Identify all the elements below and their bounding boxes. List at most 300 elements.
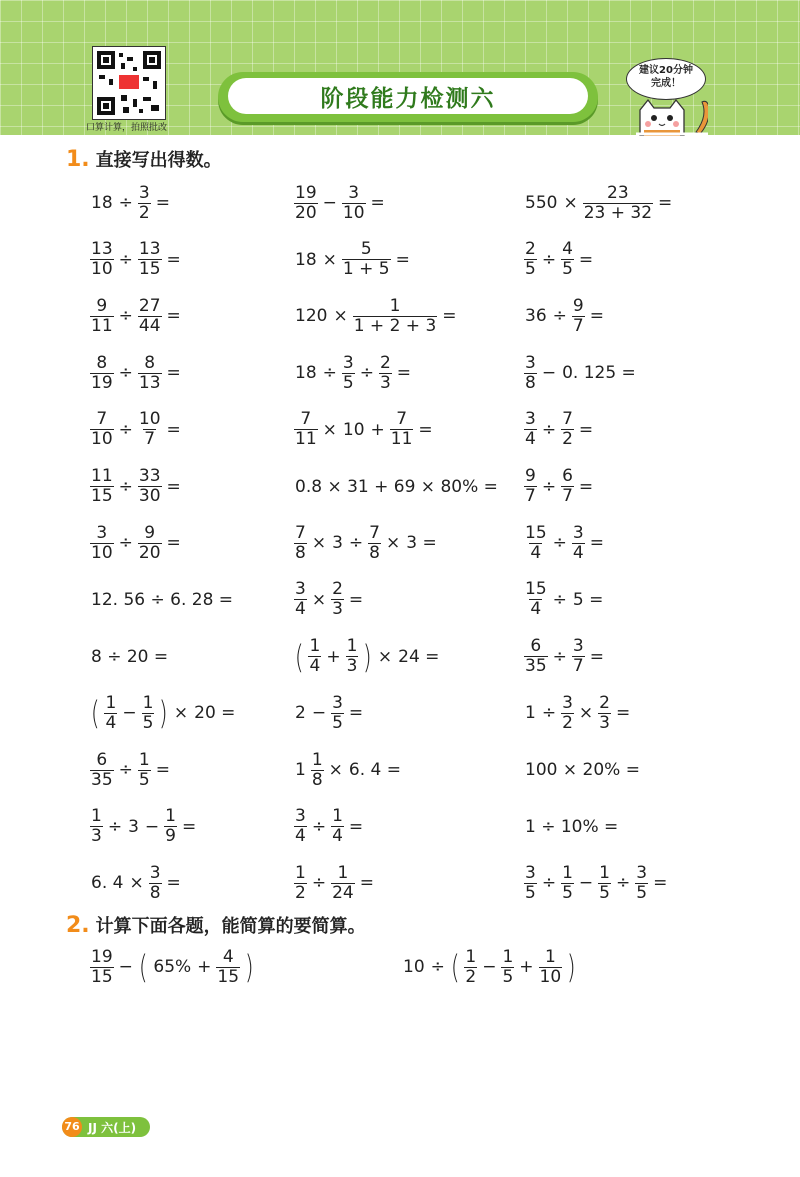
expression-text: = (166, 873, 181, 894)
parenthesis: ) (567, 948, 576, 986)
denominator: 2 (562, 712, 573, 733)
operator: ÷ (118, 193, 133, 213)
denominator: 4 (572, 542, 584, 563)
fraction (294, 410, 318, 449)
operator: ÷ (541, 249, 557, 270)
numerator: 1 (142, 692, 154, 713)
problem (88, 632, 171, 682)
numerator: 1 (346, 636, 358, 657)
denominator: 7 (144, 429, 156, 450)
numerator: 6 (96, 749, 108, 770)
fraction (216, 948, 240, 987)
operator: × (311, 589, 327, 610)
expression-text: = (589, 533, 604, 554)
operator: + (519, 957, 534, 977)
title-banner (218, 72, 598, 122)
parenthesis: ) (159, 694, 169, 733)
parenthesis: ( (90, 694, 100, 733)
numerator: 1 (105, 692, 117, 713)
fraction (331, 807, 344, 846)
fraction (346, 637, 359, 676)
problem (522, 405, 596, 455)
numerator: 3 (348, 182, 360, 203)
numerator: 1 (138, 749, 150, 770)
numerator: 1 (389, 295, 401, 316)
denominator: 15 (217, 966, 240, 987)
problem (292, 518, 440, 568)
denominator: 8 (295, 542, 306, 563)
numerator: 7 (369, 522, 380, 543)
expression-text: 3 (128, 816, 139, 837)
bubble-text-line2: 完成！ (651, 78, 681, 89)
expression-text: 36 (525, 306, 547, 327)
fraction (379, 354, 392, 393)
fraction (464, 948, 477, 987)
problem (292, 632, 442, 682)
operator: − (311, 703, 327, 724)
fraction (90, 354, 114, 393)
expression-text: = (359, 873, 374, 894)
numerator: 3 (562, 692, 573, 713)
denominator: 24 (332, 882, 354, 903)
expression-text: 5 = (572, 589, 604, 610)
numerator: 13 (138, 239, 161, 260)
expression-text: 10 (403, 957, 425, 977)
denominator: 10 (91, 259, 113, 280)
denominator: 19 (91, 372, 113, 393)
numerator: 9 (96, 295, 108, 316)
denominator: 15 (138, 259, 161, 280)
fraction (149, 864, 162, 903)
qr-caption: 口算计算，拍照批改 (86, 123, 168, 133)
numerator: 7 (295, 522, 306, 543)
expression-text: 0. 125 = (562, 363, 636, 384)
expression-text: 18 (91, 193, 113, 213)
fraction (294, 524, 307, 563)
expression-text: = (166, 476, 181, 497)
numerator: 15 (525, 579, 547, 600)
problem (522, 688, 633, 738)
expression-text: 20 = (194, 703, 236, 724)
operator: ÷ (552, 646, 567, 667)
operator: ÷ (348, 533, 364, 554)
expression-text: 24 = (398, 646, 440, 667)
fraction (342, 354, 355, 393)
operator: + (370, 419, 385, 440)
fraction (138, 240, 162, 279)
denominator: 7 (562, 486, 573, 506)
fraction (138, 410, 162, 449)
denominator: 5 (332, 712, 343, 733)
expression-text: 3 (332, 533, 343, 554)
problem (522, 858, 670, 908)
fraction (342, 184, 366, 223)
numerator: 9 (525, 466, 536, 486)
problem (292, 291, 460, 341)
expression-text: = (166, 419, 181, 440)
operator: ÷ (615, 873, 631, 894)
problem (88, 802, 199, 852)
denominator: 30 (138, 486, 161, 506)
denominator: 7 (525, 486, 536, 506)
page-header (0, 0, 800, 135)
numerator: 1 (544, 946, 556, 967)
page-title: 阶段能力检测六 (320, 85, 496, 112)
fraction (294, 864, 307, 903)
numerator: 3 (138, 182, 150, 203)
numerator: 1 (311, 749, 323, 770)
denominator: 3 (91, 826, 102, 847)
problem (292, 462, 501, 512)
problem (88, 462, 184, 512)
problem (522, 235, 596, 285)
problem (88, 688, 238, 738)
operator: ÷ (311, 873, 327, 894)
problem (292, 348, 414, 398)
expression-text: = (166, 249, 181, 270)
numerator: 15 (525, 522, 547, 543)
operator: × (322, 419, 337, 440)
fraction (572, 297, 585, 336)
qr-code[interactable] (92, 46, 166, 120)
numerator: 3 (149, 862, 161, 883)
fraction (331, 694, 344, 733)
expression-text: = (181, 816, 197, 837)
numerator: 4 (222, 946, 234, 967)
problem (522, 462, 596, 512)
problem (292, 688, 366, 738)
expression-text: = (578, 476, 594, 497)
expression-text: = (348, 703, 364, 724)
denominator: 5 (599, 882, 610, 903)
numerator: 2 (599, 692, 610, 713)
problem (88, 291, 184, 341)
denominator: 7 (572, 656, 584, 677)
operator: ÷ (118, 533, 133, 554)
bubble-text-line1: 建议20分钟 (639, 65, 693, 76)
operator: ÷ (359, 363, 374, 384)
denominator: 8 (311, 769, 323, 790)
problem (88, 745, 173, 795)
fraction (90, 751, 114, 790)
expression-text: 6. 4 = (348, 760, 401, 780)
denominator: 8 (525, 372, 536, 393)
denominator: 5 (636, 882, 648, 903)
operator: − (322, 193, 337, 213)
fraction (308, 637, 321, 676)
numerator: 3 (295, 579, 306, 600)
fraction (90, 297, 114, 336)
numerator: 19 (295, 182, 317, 203)
operator: ÷ (118, 760, 133, 780)
denominator: 4 (530, 542, 542, 563)
denominator: 10 (539, 966, 562, 987)
denominator: 20 (295, 202, 317, 223)
problem (522, 178, 675, 228)
expression-text: 6. 4 (91, 873, 124, 894)
expression-text: = (395, 249, 410, 270)
operator: + (326, 646, 341, 667)
problem (88, 235, 184, 285)
operator: ÷ (552, 589, 567, 610)
expression-text: 10 (342, 419, 365, 440)
denominator: 5 (562, 259, 573, 280)
expression-text: 1 (525, 703, 536, 724)
numerator: 1 (502, 946, 514, 967)
numerator: 2 (379, 352, 391, 373)
numerator: 13 (91, 239, 113, 260)
operator: ÷ (118, 306, 133, 327)
denominator: 10 (342, 202, 365, 223)
denominator: 1 + 2 + 3 (353, 315, 437, 336)
operator: × (333, 306, 348, 327)
expression-text: = (155, 760, 170, 780)
problem (522, 575, 606, 625)
operator: − (122, 703, 137, 724)
operator: ÷ (118, 249, 133, 270)
operator: × (322, 249, 337, 270)
expression-text: = (589, 306, 604, 327)
fraction (561, 240, 574, 279)
denominator: 23 + 32 (583, 202, 653, 223)
denominator: 5 (525, 882, 536, 903)
numerator: 3 (96, 522, 108, 543)
fraction (598, 864, 611, 903)
numerator: 10 (138, 409, 161, 430)
denominator: 3 (379, 372, 391, 393)
fraction (561, 864, 574, 903)
expression-text: = (166, 363, 181, 384)
expression-text: = (653, 873, 668, 894)
operator: ÷ (541, 419, 557, 440)
fraction (501, 948, 514, 987)
denominator: 15 (91, 486, 113, 506)
operator: − (541, 363, 557, 384)
fraction (368, 524, 381, 563)
denominator: 20 (138, 542, 161, 563)
numerator: 3 (572, 522, 584, 543)
expression-text: = (615, 703, 631, 724)
numerator: 3 (342, 352, 354, 373)
operator: × (377, 646, 393, 667)
denominator: 2 (465, 966, 477, 987)
fraction (164, 807, 177, 846)
section-1-number: 1. (66, 147, 90, 172)
fraction (524, 524, 548, 563)
speech-bubble (626, 58, 706, 100)
expression-text: 0.8 × 31 + 69 × 80% = (295, 476, 498, 497)
footer-label: JJ 六(上) (88, 1121, 137, 1135)
expression-text: 12. 56 ÷ 6. 28 = (91, 589, 234, 610)
parenthesis: ) (363, 637, 373, 676)
denominator: 44 (138, 315, 161, 336)
problem (522, 632, 607, 682)
numerator: 6 (530, 636, 542, 657)
denominator: 4 (295, 826, 306, 847)
denominator: 11 (390, 429, 413, 450)
denominator: 4 (295, 599, 306, 620)
problem (88, 405, 184, 455)
problem (292, 745, 404, 795)
operator: × (385, 533, 401, 554)
fraction (524, 240, 537, 279)
operator: ÷ (118, 476, 133, 497)
operator: × (563, 193, 578, 213)
numerator: 3 (525, 862, 536, 883)
operator: + (197, 957, 212, 977)
expression-text: = (418, 419, 433, 440)
operator: ÷ (311, 816, 327, 837)
fraction (635, 864, 648, 903)
fraction (90, 524, 114, 563)
parenthesis: ( (450, 948, 460, 986)
expression-text: = (578, 249, 594, 270)
section-1-heading (66, 146, 222, 172)
problem (88, 348, 184, 398)
numerator: 11 (91, 466, 113, 486)
denominator: 2 (295, 882, 306, 903)
problem (522, 745, 643, 795)
expression-text: = (658, 193, 673, 213)
numerator: 7 (96, 409, 108, 430)
denominator: 8 (149, 882, 161, 903)
numerator: 1 (309, 636, 321, 657)
problem (292, 235, 413, 285)
fraction (561, 694, 574, 733)
operator: × (311, 533, 327, 554)
problem (292, 405, 436, 455)
denominator: 5 (525, 259, 536, 280)
numerator: 2 (332, 579, 343, 600)
fraction (583, 184, 653, 223)
numerator: 2 (525, 239, 536, 260)
denominator: 5 (502, 966, 514, 987)
denominator: 35 (525, 656, 547, 677)
problem (292, 575, 366, 625)
problem (522, 291, 607, 341)
fraction (524, 864, 537, 903)
numerator: 1 (91, 806, 102, 827)
denominator: 13 (138, 372, 161, 393)
denominator: 1 + 5 (342, 259, 390, 280)
numerator: 19 (91, 946, 113, 967)
denominator: 5 (562, 882, 573, 903)
expression-text: 1 ÷ 10% = (525, 816, 619, 837)
operator: ÷ (541, 703, 557, 724)
expression-text: 3 = (406, 533, 437, 554)
numerator: 3 (332, 692, 343, 713)
operator: × (173, 703, 189, 724)
numerator: 4 (562, 239, 573, 260)
denominator: 8 (369, 542, 380, 563)
expression-text: = (370, 193, 385, 213)
fraction (138, 184, 151, 223)
denominator: 5 (342, 372, 354, 393)
denominator: 3 (346, 656, 358, 677)
expression-text: 120 (295, 306, 328, 327)
page-footer (62, 1117, 150, 1137)
section-1-title: 直接写出得数。 (95, 150, 222, 171)
numerator: 3 (295, 806, 306, 827)
fraction (138, 467, 162, 506)
numerator: 7 (562, 409, 573, 430)
denominator: 5 (138, 769, 150, 790)
numerator: 3 (572, 636, 584, 657)
parenthesis: ( (294, 637, 304, 676)
denominator: 4 (309, 656, 321, 677)
problem (88, 858, 184, 908)
fraction (331, 580, 344, 619)
fraction (294, 580, 307, 619)
operator: ÷ (541, 476, 557, 497)
denominator: 5 (142, 712, 154, 733)
numerator: 7 (396, 409, 408, 430)
fraction (311, 751, 324, 790)
fraction (342, 240, 391, 279)
fraction (524, 580, 548, 619)
operator: − (578, 873, 594, 894)
numerator: 23 (607, 182, 629, 203)
page-number: 76 (62, 1117, 82, 1137)
operator: − (144, 816, 160, 837)
fraction (539, 948, 563, 987)
parenthesis: ) (244, 948, 254, 986)
fraction (90, 410, 114, 449)
expression-text: 18 (295, 249, 317, 270)
denominator: 11 (91, 315, 113, 336)
numerator: 6 (562, 466, 573, 486)
denominator: 4 (525, 429, 536, 450)
expression-text: = (348, 589, 364, 610)
expression-text: = (589, 646, 604, 667)
operator: ÷ (322, 363, 337, 384)
operator: − (482, 957, 497, 977)
numerator: 8 (96, 352, 108, 373)
denominator: 35 (91, 769, 113, 790)
fraction (138, 297, 162, 336)
problem (522, 518, 607, 568)
denominator: 4 (530, 599, 542, 620)
numerator: 3 (525, 409, 536, 430)
fraction (524, 354, 537, 393)
expression-text: = (166, 533, 181, 554)
numerator: 5 (360, 239, 372, 260)
section-2-number: 2. (66, 913, 90, 938)
denominator: 10 (91, 542, 113, 563)
operator: ÷ (430, 957, 445, 977)
numerator: 1 (599, 862, 610, 883)
numerator: 27 (138, 295, 161, 316)
numerator: 9 (572, 295, 584, 316)
numerator: 7 (300, 409, 312, 430)
operator: × (129, 873, 144, 894)
fraction (390, 410, 414, 449)
denominator: 4 (332, 826, 343, 847)
operator: × (328, 760, 343, 780)
operator: ÷ (118, 363, 133, 384)
expression-text: = (155, 193, 170, 213)
problem (88, 575, 236, 625)
fraction (104, 694, 117, 733)
numerator: 3 (636, 862, 648, 883)
problem (292, 178, 388, 228)
numerator: 1 (562, 862, 573, 883)
fraction (524, 467, 537, 506)
fraction (90, 240, 114, 279)
denominator: 10 (91, 429, 113, 450)
fraction (294, 184, 318, 223)
expression-text: 550 (525, 193, 558, 213)
